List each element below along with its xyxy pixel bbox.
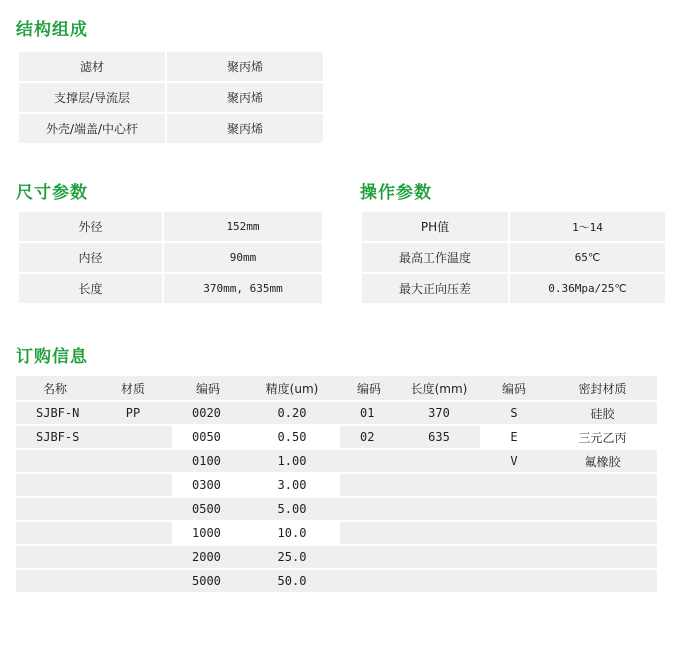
structure-row <box>18 113 324 144</box>
cell-length <box>398 521 480 545</box>
header-code: 编码 <box>340 376 398 401</box>
header-length: 长度(mm) <box>398 376 480 401</box>
cell-precision-code: 0300 <box>172 473 244 497</box>
structure-value: 聚丙烯 <box>166 82 324 113</box>
cell-length <box>398 569 480 593</box>
dimensions-label: 长度 <box>18 273 163 304</box>
operation-label: 最大正向压差 <box>361 273 509 304</box>
cell-length <box>398 497 480 521</box>
cell-seal-material <box>548 473 657 497</box>
table-row <box>16 521 657 545</box>
cell-length-code: 02 <box>340 425 398 449</box>
operation-row <box>361 242 666 273</box>
cell-seal-material: 氟橡胶 <box>548 449 657 473</box>
cell-length <box>398 545 480 569</box>
cell-length-code <box>340 521 398 545</box>
cell-precision-code: 5000 <box>172 569 244 593</box>
table-row <box>16 497 657 521</box>
cell-material <box>94 497 172 521</box>
cell-name <box>16 545 94 569</box>
cell-seal-code <box>480 473 548 497</box>
dimensions-value: 370mm, 635mm <box>163 273 323 304</box>
cell-precision-code: 0020 <box>172 401 244 425</box>
cell-seal-code <box>480 545 548 569</box>
structure-title: 结构组成 <box>16 20 88 40</box>
cell-precision: 1.00 <box>244 449 340 473</box>
ordering-header-row <box>16 376 657 401</box>
cell-material <box>94 521 172 545</box>
cell-precision: 50.0 <box>244 569 340 593</box>
ordering-table <box>16 376 657 594</box>
operation-row <box>361 273 666 304</box>
cell-material <box>94 473 172 497</box>
structure-label: 支撑层/导流层 <box>18 82 166 113</box>
dimensions-row <box>18 211 323 242</box>
cell-precision: 10.0 <box>244 521 340 545</box>
cell-length-code <box>340 545 398 569</box>
table-row <box>16 425 657 449</box>
cell-seal-material <box>548 569 657 593</box>
table-row <box>16 545 657 569</box>
table-row <box>16 449 657 473</box>
cell-material <box>94 449 172 473</box>
structure-value: 聚丙烯 <box>166 113 324 144</box>
structure-value: 聚丙烯 <box>166 51 324 82</box>
table-row <box>16 569 657 593</box>
cell-precision-code: 0050 <box>172 425 244 449</box>
dimensions-row <box>18 273 323 304</box>
structure-label: 滤材 <box>18 51 166 82</box>
cell-seal-material <box>548 545 657 569</box>
cell-seal-code <box>480 569 548 593</box>
dimensions-value: 90mm <box>163 242 323 273</box>
cell-precision-code: 1000 <box>172 521 244 545</box>
operation-row <box>361 211 666 242</box>
table-row <box>16 473 657 497</box>
table-row <box>16 401 657 425</box>
cell-seal-code: E <box>480 425 548 449</box>
cell-name <box>16 449 94 473</box>
cell-precision-code: 0100 <box>172 449 244 473</box>
cell-precision-code: 0500 <box>172 497 244 521</box>
cell-length: 635 <box>398 425 480 449</box>
cell-precision: 0.20 <box>244 401 340 425</box>
structure-table <box>17 50 325 145</box>
dimensions-label: 外径 <box>18 211 163 242</box>
cell-material <box>94 545 172 569</box>
cell-precision: 3.00 <box>244 473 340 497</box>
operation-label: 最高工作温度 <box>361 242 509 273</box>
cell-name: SJBF-S <box>16 425 94 449</box>
cell-seal-material <box>548 521 657 545</box>
operation-label: PH值 <box>361 211 509 242</box>
dimensions-value: 152mm <box>163 211 323 242</box>
cell-length <box>398 473 480 497</box>
header-precision: 精度(um) <box>244 376 340 401</box>
cell-name <box>16 521 94 545</box>
dimensions-title: 尺寸参数 <box>16 183 88 203</box>
cell-material <box>94 569 172 593</box>
cell-length: 370 <box>398 401 480 425</box>
header-seal-material: 密封材质 <box>548 376 657 401</box>
header-code: 编码 <box>172 376 244 401</box>
cell-seal-material <box>548 497 657 521</box>
cell-name <box>16 473 94 497</box>
operation-title: 操作参数 <box>360 183 432 203</box>
cell-seal-code <box>480 521 548 545</box>
cell-seal-code: S <box>480 401 548 425</box>
cell-precision-code: 2000 <box>172 545 244 569</box>
cell-seal-material: 三元乙丙 <box>548 425 657 449</box>
cell-length-code <box>340 497 398 521</box>
cell-name <box>16 569 94 593</box>
dimensions-table <box>17 210 324 305</box>
operation-table <box>360 210 667 305</box>
header-name: 名称 <box>16 376 94 401</box>
structure-label: 外壳/端盖/中心杆 <box>18 113 166 144</box>
cell-length-code: 01 <box>340 401 398 425</box>
cell-seal-material: 硅胶 <box>548 401 657 425</box>
cell-name: SJBF-N <box>16 401 94 425</box>
structure-row <box>18 82 324 113</box>
dimensions-label: 内径 <box>18 242 163 273</box>
cell-length-code <box>340 473 398 497</box>
cell-precision: 25.0 <box>244 545 340 569</box>
cell-precision: 0.50 <box>244 425 340 449</box>
operation-value: 0.36Mpa/25℃ <box>509 273 666 304</box>
cell-seal-code: V <box>480 449 548 473</box>
header-code: 编码 <box>480 376 548 401</box>
cell-length <box>398 449 480 473</box>
operation-value: 65℃ <box>509 242 666 273</box>
cell-material <box>94 425 172 449</box>
header-material: 材质 <box>94 376 172 401</box>
cell-length-code <box>340 449 398 473</box>
structure-row <box>18 51 324 82</box>
ordering-title: 订购信息 <box>16 347 88 367</box>
cell-seal-code <box>480 497 548 521</box>
cell-length-code <box>340 569 398 593</box>
cell-material: PP <box>94 401 172 425</box>
cell-precision: 5.00 <box>244 497 340 521</box>
cell-name <box>16 497 94 521</box>
operation-value: 1～14 <box>509 211 666 242</box>
dimensions-row <box>18 242 323 273</box>
